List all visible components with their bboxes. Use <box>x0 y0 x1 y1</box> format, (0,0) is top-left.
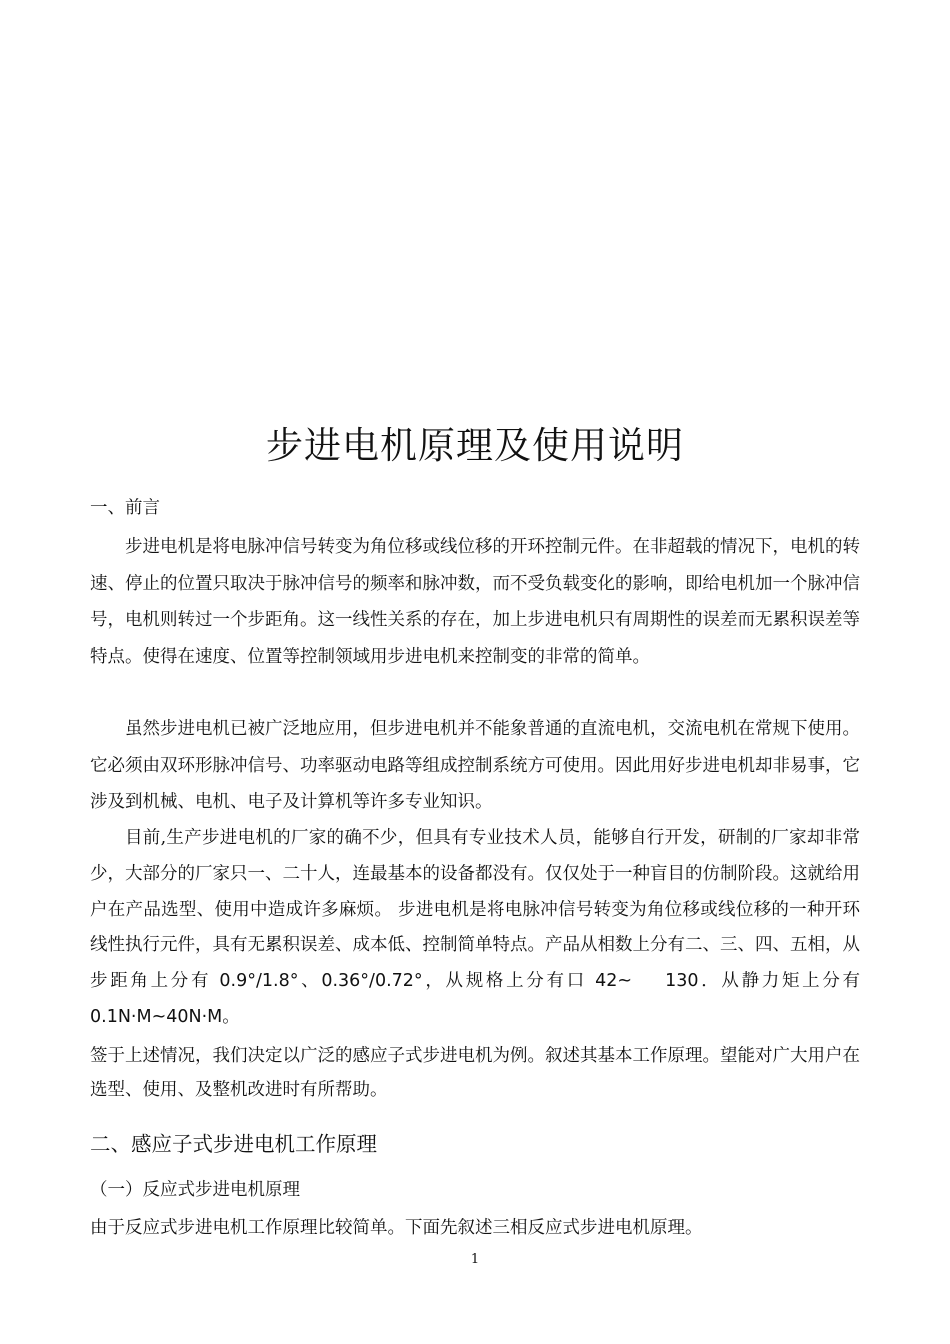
section-heading-principle: 二、感应子式步进电机工作原理 <box>90 1132 377 1156</box>
document-title: 步进电机原理及使用说明 <box>266 424 684 467</box>
paragraph-2: 虽然步进电机已被广泛地应用，但步进电机并不能象普通的直流电机，交流电机在常规下使用。它必须由双环形脉冲信号、功率驱动电路等组成控制系统方可使用。因此用好步进电机却非易事，它涉及到机械、电机、电子及计算机等许多专业知识。 <box>90 719 860 812</box>
paragraph-3-text-2: ，从规格上分有口 <box>422 971 587 992</box>
paragraph-4: 签于上述情况，我们决定以广泛的感应子式步进电机为例。叙述其基本工作原理。望能对广大用户在选型、使用、及整机改进时有所帮助。 <box>90 1046 860 1100</box>
paragraph-5: 由于反应式步进电机工作原理比较简单。下面先叙述三相反应式步进电机原理。 <box>90 1218 703 1238</box>
page-number: 1 <box>470 1252 480 1267</box>
paragraph-1: 步进电机是将电脉冲信号转变为角位移或线位移的开环控制元件。在非超载的情况下，电机的转速、停止的位置只取决于脉冲信号的频率和脉冲数，而不受负载变化的影响，即给电机加一个脉冲信号，电机则转过一个步距角。这一线性关系的存在，加上步进电机只有周期性的误差而无累积误差等特点。使得在速度、位置等控制领域用步进电机来控制变的非常的简单。 <box>90 537 860 667</box>
paragraph-3-text-3: ．从静力矩上分有 <box>698 971 861 992</box>
subsection-heading-reactive: （一）反应式步进电机原理 <box>90 1180 300 1200</box>
section-heading-preface: 一、前言 <box>90 498 160 518</box>
step-angle-values: 0.9°/1.8°、0.36°/0.72° <box>211 971 423 992</box>
paragraph-3-text: 目前,生产步进电机的厂家的确不少，但具有专业技术人员，能够自行开发，研制的厂家却非常少，大部分的厂家只一、二十人，连最基本的设备都没有。仅仅处于一种盲目的仿制阶段。这就给用户在产品选型、使用中造成许多麻烦。 步进电机是将电脉冲信号转变为角位移或线位移的一种开环线性执行元件，具有无累积误差、成本低、控制简单特点。产品从相数上分有二、三、四、五相，从步距角上分有 <box>90 828 860 992</box>
frame-size-values: 42~ 130 <box>586 971 699 992</box>
static-torque-values: 0.1N·M~40N·M <box>90 1006 223 1027</box>
paragraph-3 <box>90 821 860 1036</box>
paragraph-3-end: 。 <box>222 1006 240 1027</box>
